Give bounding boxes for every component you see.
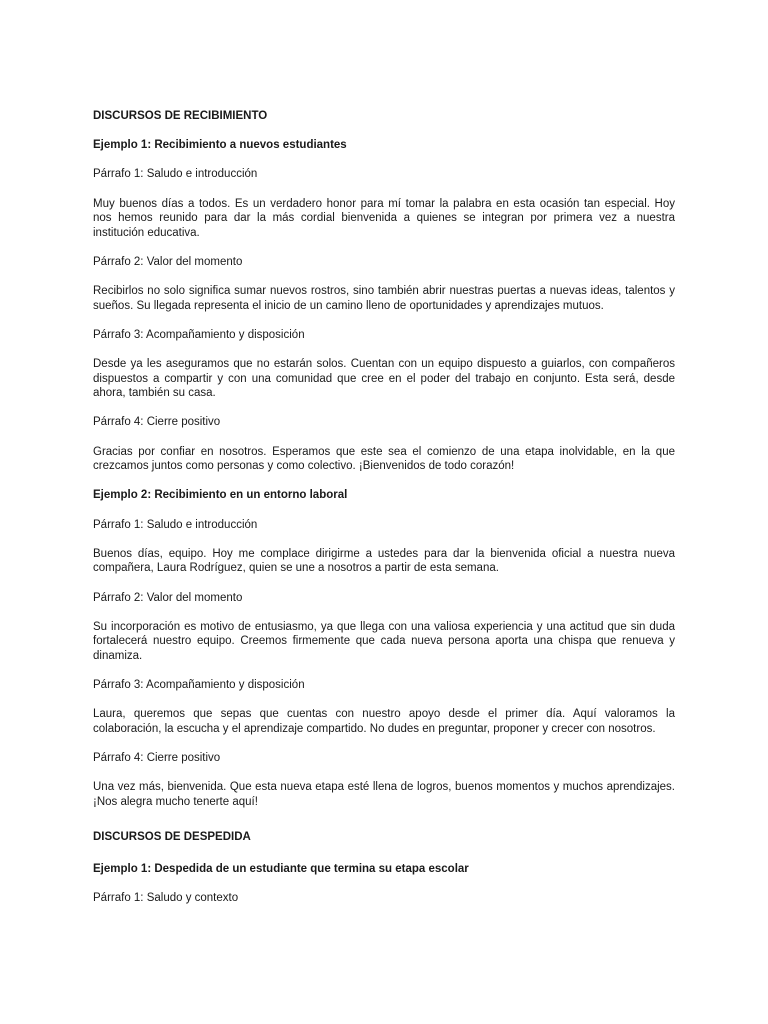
paragraph-label: Párrafo 1: Saludo e introducción: [93, 168, 258, 181]
section-despedida: [93, 824, 675, 906]
section-recibimiento: [93, 109, 675, 810]
paragraph: [93, 284, 675, 313]
paragraph: [93, 445, 675, 474]
paragraph: [93, 780, 675, 809]
paragraph-line: dinamiza.: [93, 649, 143, 662]
paragraph-label: Párrafo 2: Valor del momento: [93, 255, 243, 268]
paragraph-label: Párrafo 4: Cierre positivo: [93, 752, 221, 765]
example: [93, 862, 675, 906]
paragraph-line: dispuestos a compartir y con una comunidad que cree en el poder del trabajo en conjunto. Esta será, desde: [93, 372, 675, 385]
paragraph-line: crezcamos juntos como personas y como colectivo. ¡Bienvenidos de todo corazón!: [93, 460, 515, 473]
example-title: Ejemplo 2: Recibimiento en un entorno laboral: [93, 489, 348, 502]
example-title: Ejemplo 1: Recibimiento a nuevos estudiantes: [93, 139, 347, 152]
paragraph-line: ¡Nos alegra mucho tenerte aquí!: [93, 795, 258, 808]
paragraph-label: Párrafo 2: Valor del momento: [93, 591, 243, 604]
paragraph-line: Recibirlos no solo significa sumar nuevos rostros, sino también abrir nuestras puertas a nuevas ideas, talentos y: [93, 285, 675, 298]
paragraph-line: Buenos días, equipo. Hoy me complace dirigirme a ustedes para dar la bienvenida oficial a nuestra nueva: [93, 547, 675, 560]
paragraph-line: institución educativa.: [93, 226, 200, 239]
example-title: Ejemplo 1: Despedida de un estudiante que termina su etapa escolar: [93, 863, 469, 876]
paragraph-label: Párrafo 1: Saludo e introducción: [93, 518, 258, 531]
paragraph: [93, 620, 675, 664]
document-content: [93, 109, 675, 921]
paragraph-line: Su incorporación es motivo de entusiasmo, ya que llega con una valiosa experiencia y una actitud que sin duda: [93, 620, 675, 633]
paragraph-label: Párrafo 3: Acompañamiento y disposición: [93, 679, 305, 692]
paragraph-line: Una vez más, bienvenida. Que esta nueva etapa esté llena de logros, buenos momentos y muchos aprendizajes.: [93, 781, 675, 794]
paragraph: [93, 707, 675, 736]
paragraph-line: Laura, queremos que sepas que cuentas con nuestro apoyo desde el primer día. Aquí valoramos la: [93, 708, 675, 721]
paragraph-line: Desde ya les aseguramos que no estarán solos. Cuentan con un equipo dispuesto a guiarlos, con compañeros: [93, 358, 675, 371]
paragraph-line: nos hemos reunido para dar la más cordial bienvenida a quienes se integran por primera vez a nuestra: [93, 212, 675, 225]
paragraph-line: ahora, también su casa.: [93, 387, 216, 400]
paragraph-line: fortalecerá nuestro equipo. Creemos firmemente que cada nueva persona aporta una chispa que renueva y: [93, 635, 675, 648]
paragraph-line: colaboración, la escucha y el aprendizaje compartido. No dudes en preguntar, proponer y crecer con nosotros.: [93, 722, 656, 735]
paragraph: [93, 547, 675, 576]
paragraph-label: Párrafo 3: Acompañamiento y disposición: [93, 328, 305, 341]
section-heading: DISCURSOS DE DESPEDIDA: [93, 831, 251, 844]
paragraph-line: Muy buenos días a todos. Es un verdadero honor para mí tomar la palabra en esta ocasión tan especial. Hoy: [93, 197, 675, 210]
paragraph-line: compañera, Laura Rodríguez, quien se une a nosotros a partir de esta semana.: [93, 562, 499, 575]
paragraph: [93, 357, 675, 401]
example: [93, 488, 675, 809]
paragraph: [93, 197, 675, 241]
paragraph-line: sueños. Su llegada representa el inicio de un camino lleno de oportunidades y aprendizajes mutuos.: [93, 299, 604, 312]
example: [93, 138, 675, 474]
paragraph-label: Párrafo 1: Saludo y contexto: [93, 892, 239, 905]
paragraph-label: Párrafo 4: Cierre positivo: [93, 416, 221, 429]
section-heading: DISCURSOS DE RECIBIMIENTO: [93, 110, 268, 122]
paragraph-line: Gracias por confiar en nosotros. Esperamos que este sea el comienzo de una etapa inolvidable, en la que: [93, 445, 675, 458]
